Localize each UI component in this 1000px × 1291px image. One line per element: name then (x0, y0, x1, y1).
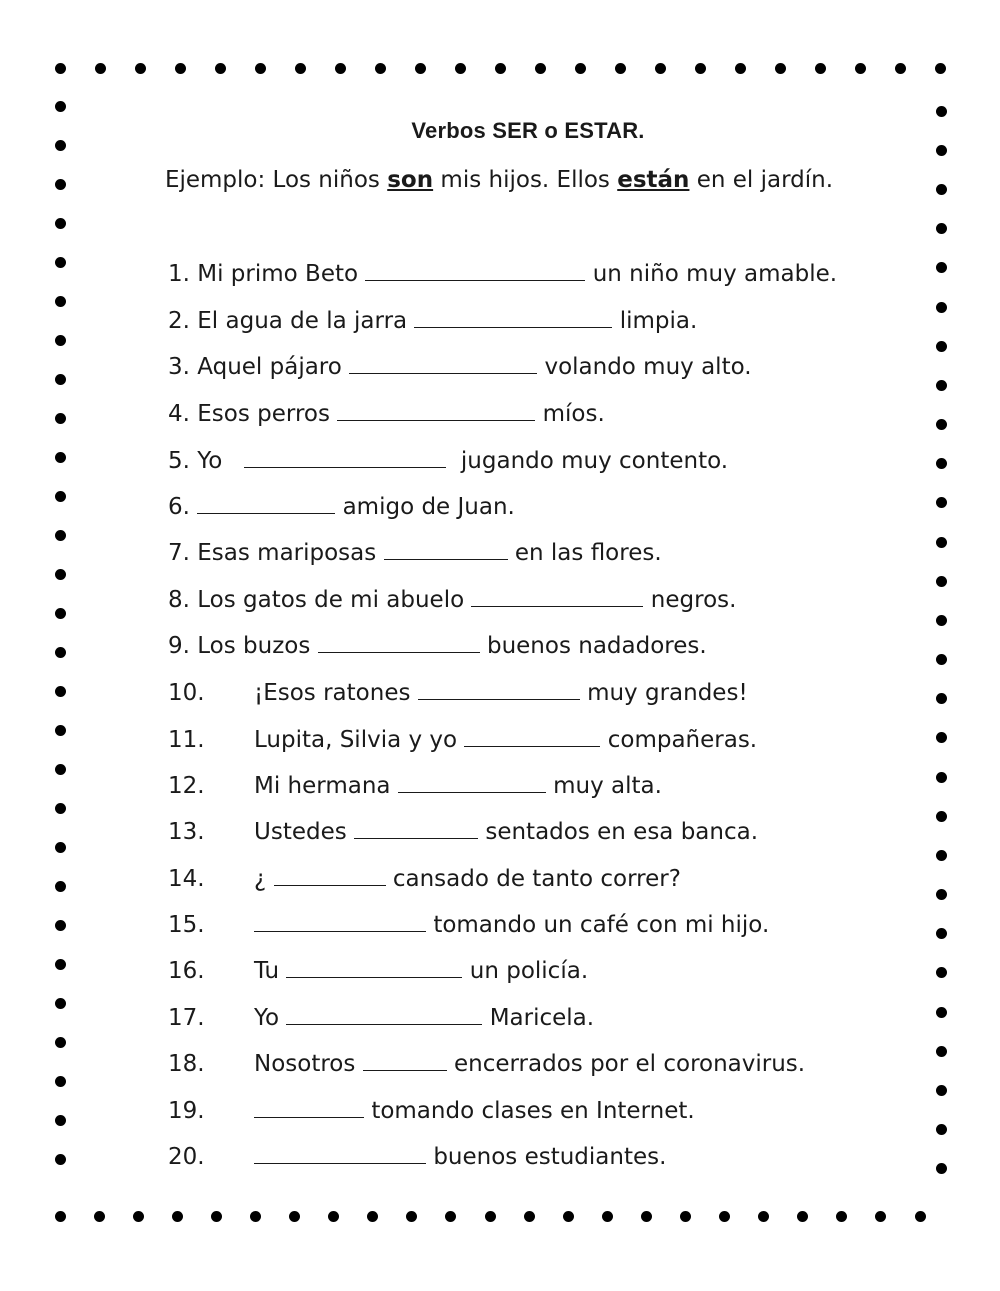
border-dot (695, 63, 706, 74)
example-text-2: mis hijos. Ellos (433, 167, 618, 193)
exercise-16 (168, 956, 588, 986)
border-dot (936, 341, 947, 352)
border-dot (215, 63, 226, 74)
example-text-1: Ejemplo: Los niños (164, 167, 388, 193)
border-dot (211, 1211, 222, 1222)
exercise-number: 14. (168, 866, 205, 892)
border-dot (55, 1076, 66, 1087)
border-dot (936, 811, 947, 822)
answer-blank[interactable] (464, 726, 600, 747)
border-dot (936, 654, 947, 665)
exercise-number: 16. (168, 958, 205, 984)
border-dot (936, 732, 947, 743)
border-dot (95, 63, 106, 74)
border-dot (55, 374, 66, 385)
exercise-1 (168, 259, 837, 289)
border-dot (415, 63, 426, 74)
exercise-number: 1. (168, 261, 190, 287)
exercise-after: volando muy alto. (544, 354, 752, 380)
exercise-before: Aquel pájaro (197, 354, 342, 380)
border-dot (615, 63, 626, 74)
border-dot (55, 1154, 66, 1165)
exercise-before: Los buzos (197, 633, 311, 659)
border-dot (936, 1163, 947, 1174)
exercise-5 (168, 446, 728, 476)
border-dot (335, 63, 346, 74)
exercise-14 (168, 864, 681, 894)
border-dot (55, 296, 66, 307)
border-dot (55, 920, 66, 931)
border-dot (55, 764, 66, 775)
exercise-number: 8. (168, 587, 190, 613)
answer-blank[interactable] (349, 353, 537, 374)
example-sentence (0, 167, 998, 193)
border-dot (55, 569, 66, 580)
border-dot (936, 497, 947, 508)
answer-blank[interactable] (384, 539, 508, 560)
exercise-after: tomando clases en Internet. (371, 1098, 695, 1124)
border-dot (55, 803, 66, 814)
exercise-number: 13. (168, 819, 205, 845)
border-dot (936, 419, 947, 430)
exercise-after: cansado de tanto correr? (392, 866, 681, 892)
exercise-after: un niño muy amable. (592, 261, 838, 287)
border-dot (936, 223, 947, 234)
answer-blank[interactable] (254, 1097, 364, 1118)
border-dot (936, 967, 947, 978)
exercise-12 (168, 771, 662, 801)
border-dot (135, 63, 146, 74)
border-dot (55, 101, 66, 112)
example-text-3: en el jardín. (689, 167, 834, 193)
border-dot (295, 63, 306, 74)
border-dot (775, 63, 786, 74)
border-dot (719, 1211, 730, 1222)
worksheet-title: Verbos SER o ESTAR. (411, 118, 645, 143)
exercise-before: ¿ (254, 866, 267, 892)
exercise-7 (168, 538, 662, 568)
border-dot (936, 380, 947, 391)
exercise-before: Nosotros (254, 1051, 356, 1077)
border-dot (55, 413, 66, 424)
exercise-before: Mi hermana (254, 773, 391, 799)
exercise-after: buenos estudiantes. (433, 1144, 667, 1170)
border-dot (55, 63, 66, 74)
exercise-before: Esas mariposas (197, 540, 377, 566)
exercise-before: Tu (254, 958, 280, 984)
exercise-13 (168, 817, 758, 847)
border-dot (758, 1211, 769, 1222)
exercise-after: negros. (650, 587, 737, 613)
exercise-19 (168, 1096, 695, 1126)
border-dot (875, 1211, 886, 1222)
border-dot (133, 1211, 144, 1222)
exercise-after: tomando un café con mi hijo. (433, 912, 770, 938)
answer-blank[interactable] (286, 957, 462, 978)
answer-blank[interactable] (414, 307, 612, 328)
exercise-after: jugando muy contento. (460, 448, 729, 474)
border-dot (936, 1085, 947, 1096)
border-dot (936, 889, 947, 900)
exercise-number: 9. (168, 633, 190, 659)
border-dot (895, 63, 906, 74)
border-dot (55, 686, 66, 697)
exercise-before: Lupita, Silvia y yo (254, 727, 458, 753)
exercise-after: buenos nadadores. (486, 633, 707, 659)
exercise-4 (168, 399, 605, 429)
border-dot (55, 335, 66, 346)
exercise-before: Los gatos de mi abuelo (197, 587, 465, 613)
border-dot (602, 1211, 613, 1222)
answer-blank[interactable] (354, 818, 478, 839)
border-dot (797, 1211, 808, 1222)
border-dot (563, 1211, 574, 1222)
exercise-number: 4. (168, 401, 190, 427)
border-dot (55, 998, 66, 1009)
exercise-before: Yo (197, 448, 223, 474)
exercise-15 (168, 910, 769, 940)
border-dot (455, 63, 466, 74)
exercise-before: Mi primo Beto (197, 261, 359, 287)
border-dot (936, 302, 947, 313)
border-dot (915, 1211, 926, 1222)
border-dot (936, 537, 947, 548)
exercise-20 (168, 1142, 666, 1172)
border-dot (175, 63, 186, 74)
border-dot (936, 928, 947, 939)
exercise-before: El agua de la jarra (197, 308, 408, 334)
exercise-18 (168, 1049, 805, 1079)
exercise-number: 7. (168, 540, 190, 566)
border-dot (55, 647, 66, 658)
border-dot (936, 693, 947, 704)
exercise-after: muy grandes! (587, 680, 748, 706)
exercise-9 (168, 631, 707, 661)
exercise-before: Ustedes (254, 819, 347, 845)
example-verb-ser: son (387, 167, 434, 193)
exercise-after: míos. (542, 401, 605, 427)
border-dot (936, 1046, 947, 1057)
exercise-number: 6. (168, 494, 190, 520)
border-dot (55, 257, 66, 268)
border-dot (485, 1211, 496, 1222)
exercise-before: Yo (254, 1005, 280, 1031)
exercise-after: encerrados por el coronavirus. (453, 1051, 806, 1077)
exercise-17 (168, 1003, 594, 1033)
border-dot (641, 1211, 652, 1222)
border-dot (936, 106, 947, 117)
border-dot (655, 63, 666, 74)
exercise-2 (168, 306, 697, 336)
border-dot (55, 725, 66, 736)
exercise-after: amigo de Juan. (342, 494, 515, 520)
answer-blank[interactable] (254, 1143, 426, 1164)
answer-blank[interactable] (244, 447, 446, 468)
border-dot (936, 850, 947, 861)
exercise-number: 18. (168, 1051, 205, 1077)
exercise-number: 19. (168, 1098, 205, 1124)
border-dot (375, 63, 386, 74)
border-dot (936, 615, 947, 626)
exercise-number: 17. (168, 1005, 205, 1031)
exercise-number: 11. (168, 727, 205, 753)
border-dot (55, 1115, 66, 1126)
answer-blank[interactable] (254, 911, 426, 932)
border-dot (55, 959, 66, 970)
border-dot (815, 63, 826, 74)
answer-blank[interactable] (418, 679, 580, 700)
exercise-after: Maricela. (489, 1005, 595, 1031)
border-dot (445, 1211, 456, 1222)
exercise-after: un policía. (469, 958, 589, 984)
exercise-before: ¡Esos ratones (254, 680, 411, 706)
border-dot (406, 1211, 417, 1222)
answer-blank[interactable] (318, 632, 480, 653)
border-dot (55, 452, 66, 463)
exercise-6 (168, 492, 515, 522)
answer-blank[interactable] (398, 772, 546, 793)
border-dot (680, 1211, 691, 1222)
border-dot (936, 772, 947, 783)
exercise-after: sentados en esa banca. (485, 819, 759, 845)
exercise-8 (168, 585, 736, 615)
border-dot (55, 530, 66, 541)
answer-blank[interactable] (274, 865, 386, 886)
exercise-after: muy alta. (553, 773, 662, 799)
border-dot (535, 63, 546, 74)
border-dot (328, 1211, 339, 1222)
exercise-10 (168, 678, 748, 708)
exercise-after: limpia. (619, 308, 698, 334)
border-dot (55, 1037, 66, 1048)
border-dot (55, 881, 66, 892)
exercise-number: 12. (168, 773, 205, 799)
exercise-11 (168, 725, 757, 755)
border-dot (936, 145, 947, 156)
border-dot (250, 1211, 261, 1222)
border-dot (55, 1211, 66, 1222)
exercise-number: 10. (168, 680, 205, 706)
exercise-number: 20. (168, 1144, 205, 1170)
answer-blank[interactable] (363, 1050, 447, 1071)
exercise-after: en las flores. (514, 540, 662, 566)
border-dot (936, 576, 947, 587)
border-dot (836, 1211, 847, 1222)
exercise-number: 3. (168, 354, 190, 380)
border-dot (94, 1211, 105, 1222)
border-dot (495, 63, 506, 74)
border-dot (367, 1211, 378, 1222)
border-dot (735, 63, 746, 74)
answer-blank[interactable] (337, 400, 535, 421)
exercise-number: 2. (168, 308, 190, 334)
example-verb-estar: están (617, 167, 690, 193)
answer-blank[interactable] (197, 493, 335, 514)
border-dot (55, 608, 66, 619)
border-dot (575, 63, 586, 74)
exercise-3 (168, 352, 752, 382)
border-dot (936, 458, 947, 469)
exercise-before: Esos perros (197, 401, 330, 427)
border-dot (855, 63, 866, 74)
exercise-number: 5. (168, 448, 190, 474)
answer-blank[interactable] (286, 1004, 482, 1025)
border-dot (172, 1211, 183, 1222)
border-dot (55, 842, 66, 853)
border-dot (936, 1124, 947, 1135)
border-dot (55, 218, 66, 229)
border-dot (936, 262, 947, 273)
border-dot (935, 63, 946, 74)
answer-blank[interactable] (471, 586, 643, 607)
border-dot (255, 63, 266, 74)
border-dot (936, 1007, 947, 1018)
border-dot (289, 1211, 300, 1222)
border-dot (55, 491, 66, 502)
answer-blank[interactable] (365, 260, 585, 281)
exercise-after: compañeras. (607, 727, 758, 753)
border-dot (524, 1211, 535, 1222)
exercise-number: 15. (168, 912, 205, 938)
